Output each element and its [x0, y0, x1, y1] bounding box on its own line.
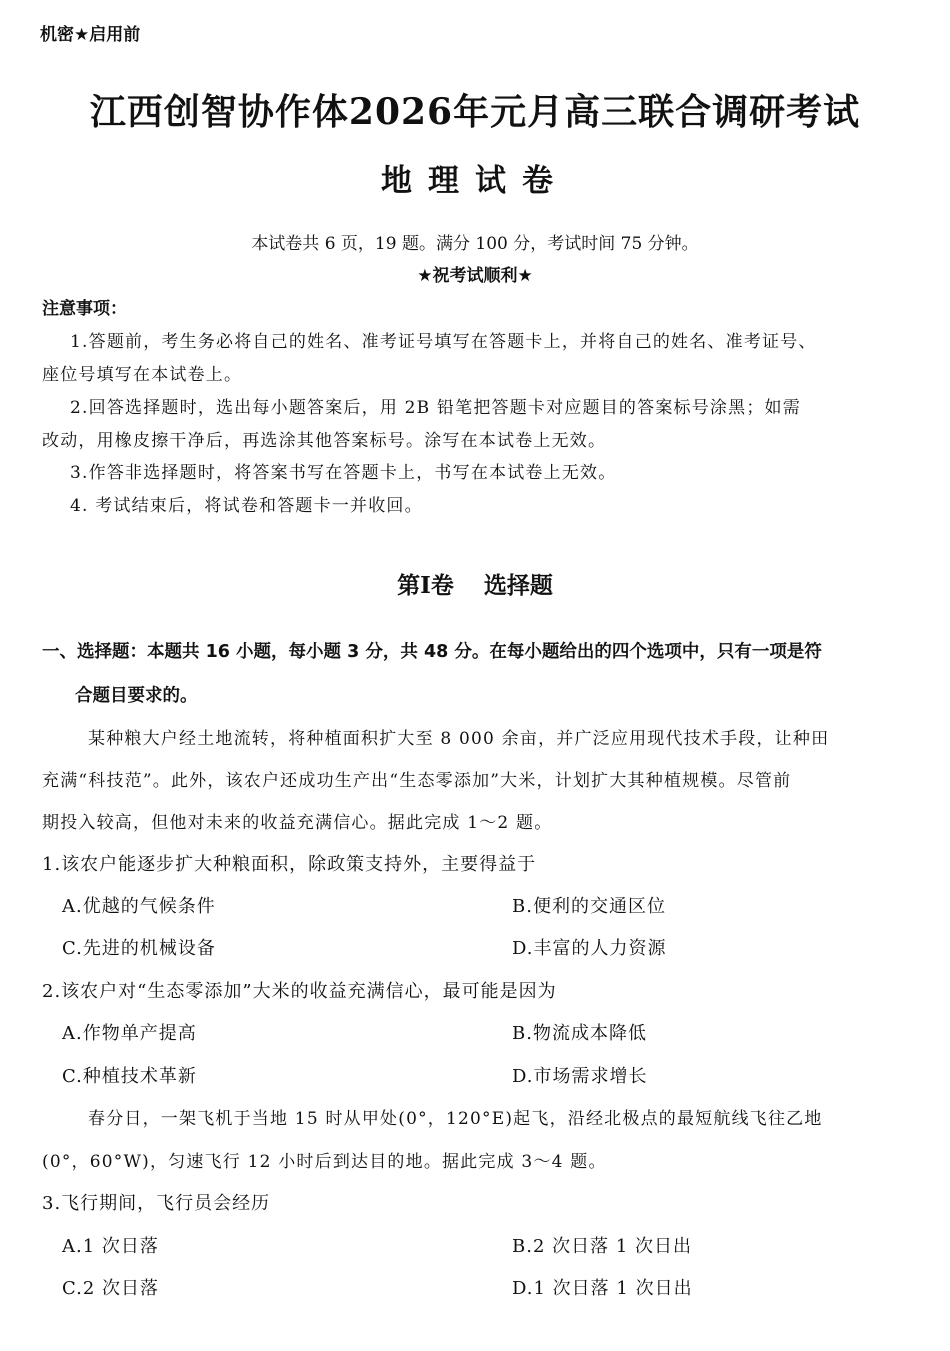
section-title — [0, 567, 950, 600]
passage-line: 某种粮大户经土地流转，将种植面积扩大至 8 000 余亩，并广泛应用现代技术手段，让种田 — [88, 729, 830, 749]
option-c: C.先进的机械设备 — [62, 938, 216, 959]
option-d: D.1 次日落 1 次日出 — [512, 1278, 693, 1299]
notice-line: 座位号填写在本试卷上。 — [42, 365, 243, 385]
instruction-line: 一、选择题：本题共 16 小题，每小题 3 分，共 48 分。在每小题给出的四个选项中，只有一项是符 — [42, 642, 822, 662]
option-a: A.作物单产提高 — [62, 1023, 197, 1044]
passage-line: 期投入较高，但他对未来的收益充满信心。据此完成 1～2 题。 — [42, 813, 553, 833]
notice-line: 2.回答选择题时，选出每小题答案后，用 2B 铅笔把答题卡对应题目的答案标号涂黑；如需 — [70, 398, 801, 418]
option-a: A.1 次日落 — [62, 1236, 159, 1257]
option-b: B.便利的交通区位 — [512, 896, 666, 917]
exam-info: 本试卷共 6 页，19 题。满分 100 分，考试时间 75 分钟。 — [251, 234, 699, 254]
instruction-line: 合题目要求的。 — [75, 686, 198, 706]
passage-line: 春分日，一架飞机于当地 15 时从甲处(0°，120°E)起飞，沿经北极点的最短航线飞往乙地 — [88, 1109, 823, 1129]
notice-line: 4. 考试结束后，将试卷和答题卡一并收回。 — [70, 496, 423, 516]
option-a: A.优越的气候条件 — [62, 896, 216, 917]
option-d: D.丰富的人力资源 — [512, 938, 667, 959]
section-type: 选择题 — [483, 572, 553, 599]
notice-line: 1.答题前，考生务必将自己的姓名、准考证号填写在答题卡上，并将自己的姓名、准考证号、 — [70, 332, 817, 352]
notice-heading: 注意事项： — [42, 299, 127, 319]
option-c: C.种植技术革新 — [62, 1066, 197, 1087]
option-c: C.2 次日落 — [62, 1278, 160, 1299]
notice-line: 改动，用橡皮擦干净后，再选涂其他答案标号。涂写在本试卷上无效。 — [42, 431, 607, 451]
option-b: B.物流成本降低 — [512, 1023, 647, 1044]
passage-line: (0°，60°W)，匀速飞行 12 小时后到达目的地。据此完成 3～4 题。 — [42, 1152, 607, 1172]
question-stem: 1.该农户能逐步扩大种粮面积，除政策支持外，主要得益于 — [42, 854, 537, 875]
exam-title: 江西创智协作体2026年元月高三联合调研考试 — [89, 91, 861, 133]
notice-line: 3.作答非选择题时，将答案书写在答题卡上，书写在本试卷上无效。 — [70, 463, 617, 483]
passage-line: 充满“科技范”。此外，该农户还成功生产出“生态零添加”大米，计划扩大其种植规模。尽管前 — [42, 771, 792, 791]
blessing: ★祝考试顺利★ — [417, 266, 533, 286]
subject-title: 地理试卷 — [381, 163, 569, 199]
option-b: B.2 次日落 1 次日出 — [512, 1236, 693, 1257]
option-d: D.市场需求增长 — [512, 1066, 648, 1087]
question-stem: 2.该农户对“生态零添加”大米的收益充满信心，最可能是因为 — [42, 981, 557, 1002]
confidential-mark: 机密★启用前 — [40, 25, 141, 45]
section-name: 第Ⅰ卷 — [397, 572, 454, 599]
question-stem: 3.飞行期间，飞行员会经历 — [42, 1193, 271, 1214]
